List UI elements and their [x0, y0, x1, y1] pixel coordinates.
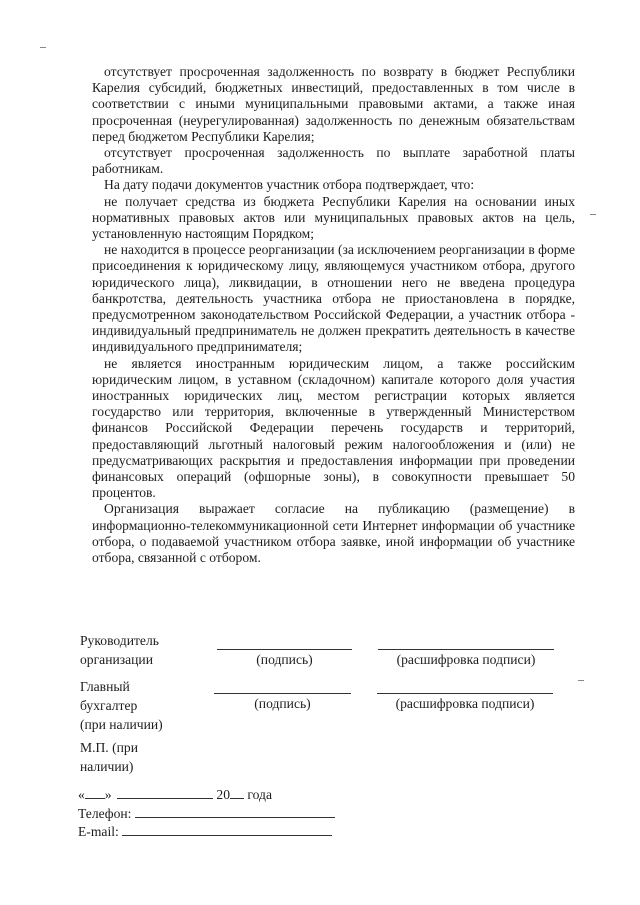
phone-line [78, 805, 335, 822]
decoding-caption: (расшифровка подписи) [395, 696, 535, 711]
phone-field[interactable] [135, 805, 335, 818]
paragraph-not-foreign-entity: не является иностранным юридическим лицом, а также российским юридическим лицом, в уставном (складочном) капитале которого доля участия иностранных юридических лиц, местом регистрации которых является государство или территория, включенные в утвержденный Министерством финансов Российской Федерации перечень государств и территорий, предоставляющий льготный налоговый режим налогообложения и (или) не предусматривающих раскрытия и предоставления информации при проведении финансовых операций (офшорные зоны), в совокупности превышает 50 процентов. [92, 355, 575, 501]
head-label-line: организации [80, 652, 153, 667]
paragraph-publication-consent: Организация выражает согласие на публикацию (размещение) в информационно-телекоммуникационной сети Интернет информации об участнике отбора, о подаваемой участником отбора заявке, иной информации об участнике отбора, связанной с отбором. [92, 501, 575, 566]
scan-mark [40, 47, 46, 48]
day-field[interactable] [85, 786, 105, 799]
paragraph-confirmation-intro: На дату подачи документов участник отбора подтверждает, что: [104, 177, 475, 193]
year-prefix: 20 [216, 787, 230, 802]
paragraph-no-salary-debt: отсутствует просроченная задолженность по выплате заработной платы работникам. [92, 145, 575, 177]
head-label [80, 631, 210, 669]
email-line [78, 823, 332, 840]
scan-mark [590, 214, 596, 215]
head-label-line: Руководитель [80, 633, 159, 648]
scan-mark [578, 680, 584, 681]
stamp-label [80, 738, 210, 776]
accountant-decoding-line[interactable] [377, 693, 553, 694]
accountant-signature-line[interactable] [214, 693, 351, 694]
paragraph-no-other-funds: не получает средства из бюджета Республики Карелия на основании иных нормативных правовых актов или муниципальных правовых актов на цель, установленную настоящим Порядком; [92, 193, 575, 242]
paragraph-no-subsidy-debt: отсутствует просроченная задолженность по возврату в бюджет Республики Карелия субсидий, бюджетных инвестиций, предоставленных в том числе в соответствии с иными муниципальными правовыми актами, а также иная просроченная (неурегулированная) задолженность по денежным обязательствам перед бюджетом Республики Карелия; [92, 64, 575, 144]
email-field[interactable] [122, 823, 332, 836]
year-field[interactable] [230, 786, 244, 799]
accountant-label-line: (при наличии) [80, 717, 163, 732]
accountant-label [80, 677, 210, 734]
date-line [78, 786, 272, 803]
head-decoding-line[interactable] [378, 649, 554, 650]
date-quote-open: « [78, 787, 85, 802]
accountant-label-line: Главный [80, 679, 130, 694]
accountant-label-line: бухгалтер [80, 698, 138, 713]
head-signature-line[interactable] [217, 649, 352, 650]
year-suffix: года [247, 787, 272, 802]
email-label: E-mail: [78, 824, 119, 839]
signature-caption: (подпись) [254, 696, 311, 711]
stamp-label-line: М.П. (при [80, 740, 138, 755]
date-quote-close: » [104, 787, 112, 802]
phone-label: Телефон: [78, 806, 132, 821]
signature-caption: (подпись) [256, 652, 313, 667]
decoding-caption: (расшифровка подписи) [396, 652, 536, 667]
month-field[interactable] [117, 786, 213, 799]
stamp-label-line: наличии) [80, 759, 134, 774]
paragraph-no-reorganization: не находится в процессе реорганизации (за исключением реорганизации в форме присоединения к юридическому лицу, являющемуся участником отбора, другого юридического лица), ликвидации, в отношении него не введена процедура банкротства, деятельность участника отбора не приостановлена в порядке, предусмотренном законодательством Российской Федерации, а участник отбора - индивидуальный предприниматель не должен прекратить деятельность в качестве индивидуального предпринимателя; [92, 242, 575, 355]
document-body [92, 64, 575, 566]
